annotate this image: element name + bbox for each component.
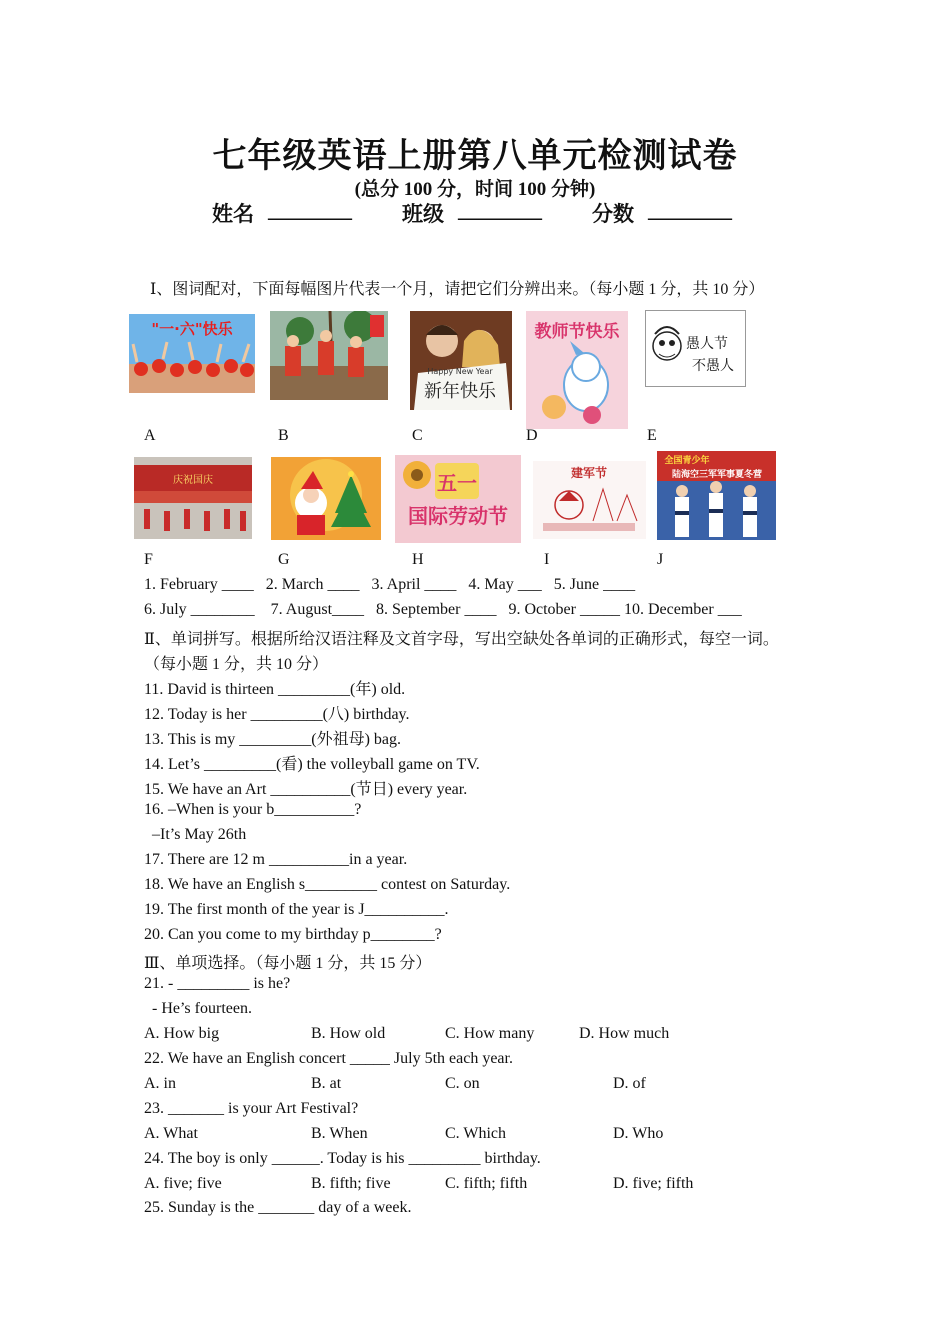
picture-c-banner: Happy New Year [427,367,493,376]
question-23: 23. _______ is your Art Festival? [144,1100,359,1117]
q23-option-d[interactable]: D. Who [613,1125,664,1142]
picture-h-labor-day [395,455,521,543]
q22-option-a[interactable]: A. in [144,1075,176,1092]
label-d: D [526,427,538,444]
q24-option-d[interactable]: D. five; fifth [613,1175,694,1192]
question-21-answer: - He’s fourteen. [144,1000,252,1017]
question-18: 18. We have an English s_________ contest on Saturday. [144,876,511,893]
label-i: I [544,551,550,568]
q23-option-b[interactable]: B. When [311,1125,368,1142]
picture-d-text: 教师节快乐 [534,322,620,342]
picture-h-text2: 国际劳动节 [408,504,508,528]
label-j: J [657,551,664,568]
label-b: B [278,427,289,444]
section3-heading: Ⅲ、单项选择。（每小题 1 分，共 15 分） [144,955,432,972]
q21-option-b[interactable]: B. How old [311,1025,386,1042]
name-label: 姓名 [212,202,254,226]
question-13: 13. This is my _________(外祖母) bag. [144,731,402,748]
picture-e-april-fools [645,310,746,387]
matching-line-2: 6. July ________ 7. August____ 8. September ____ 9. October _____ 10. December ___ [144,601,742,618]
picture-c-text: 新年快乐 [424,381,496,402]
label-h: H [412,551,424,568]
class-blank[interactable]: ________ [458,198,542,222]
q23-option-c[interactable]: C. Which [445,1125,507,1142]
picture-e-text2: 不愚人 [692,358,734,374]
score-label: 分数 [592,202,634,226]
class-label: 班级 [402,202,444,226]
label-e: E [647,427,657,444]
question-17: 17. There are 12 m __________in a year. [144,851,408,868]
label-g: G [278,551,290,568]
question-22: 22. We have an English concert _____ July 5th each year. [144,1050,513,1067]
q23-option-a[interactable]: A. What [144,1125,198,1142]
q24-option-a[interactable]: A. five; five [144,1175,222,1192]
question-11: 11. David is thirteen _________(年) old. [144,681,406,698]
question-16: 16. –When is your b__________? [144,801,362,818]
q22-option-d[interactable]: D. of [613,1075,646,1092]
picture-a-childrens-day [129,314,255,393]
question-14: 14. Let’s _________(看) the volleyball game on TV. [144,756,480,773]
q24-option-b[interactable]: B. fifth; five [311,1175,391,1192]
page-title: 七年级英语上册第八单元检测试卷 [212,138,738,175]
label-a: A [144,427,156,444]
picture-c-new-year [410,311,512,410]
picture-j-text2: 陆海空三军军事夏冬营 [671,470,763,480]
section2-heading: Ⅱ、单词拼写。根据所给汉语注释及文首字母，写出空缺处各单词的正确形式，每空一词。 [144,631,779,648]
picture-h-text1: 五一 [437,471,477,495]
label-c: C [412,427,423,444]
q21-option-c[interactable]: C. How many [445,1025,535,1042]
picture-i-text: 建军节 [570,466,608,480]
picture-e-text1: 愚人节 [686,336,728,352]
picture-j-text1: 全国青少年 [664,456,710,466]
picture-b-tree-planting [270,311,388,400]
question-16-answer: –It’s May 26th [144,826,247,843]
q22-option-c[interactable]: C. on [445,1075,480,1092]
picture-g-christmas [271,457,381,540]
picture-d-teachers-day [526,311,628,429]
picture-i-army-day [533,461,646,539]
picture-j-youth-camp [657,451,776,540]
q21-option-a[interactable]: A. How big [144,1025,220,1042]
name-blank[interactable]: ________ [268,198,352,222]
score-blank[interactable]: ________ [648,198,732,222]
label-f: F [144,551,153,568]
matching-line-1: 1. February ____ 2. March ____ 3. April ____ 4. May ___ 5. June ____ [144,576,636,593]
picture-f-text: 庆祝国庆 [173,475,213,486]
q21-option-d[interactable]: D. How much [579,1025,670,1042]
section1-heading: Ⅰ、图词配对，下面每幅图片代表一个月，请把它们分辨出来。（每小题 1 分，共 10 分） [150,281,765,298]
question-21: 21. - _________ is he? [144,975,291,992]
page-subtitle: (总分 100 分，时间 100 分钟) [354,179,596,200]
question-15: 15. We have an Art __________(节日) every year. [144,781,468,798]
section2-heading-points: （每小题 1 分，共 10 分） [144,656,329,673]
question-20: 20. Can you come to my birthday p________? [144,926,442,943]
q24-option-c[interactable]: C. fifth; fifth [445,1175,528,1192]
picture-a-text: "一·六"快乐 [151,320,233,338]
question-25: 25. Sunday is the _______ day of a week. [144,1199,412,1216]
picture-f-national-day [134,457,252,539]
q22-option-b[interactable]: B. at [311,1075,342,1092]
question-12: 12. Today is her _________(八) birthday. [144,706,410,723]
question-19: 19. The first month of the year is J__________. [144,901,449,918]
question-24: 24. The boy is only ______. Today is his _________ birthday. [144,1150,541,1167]
